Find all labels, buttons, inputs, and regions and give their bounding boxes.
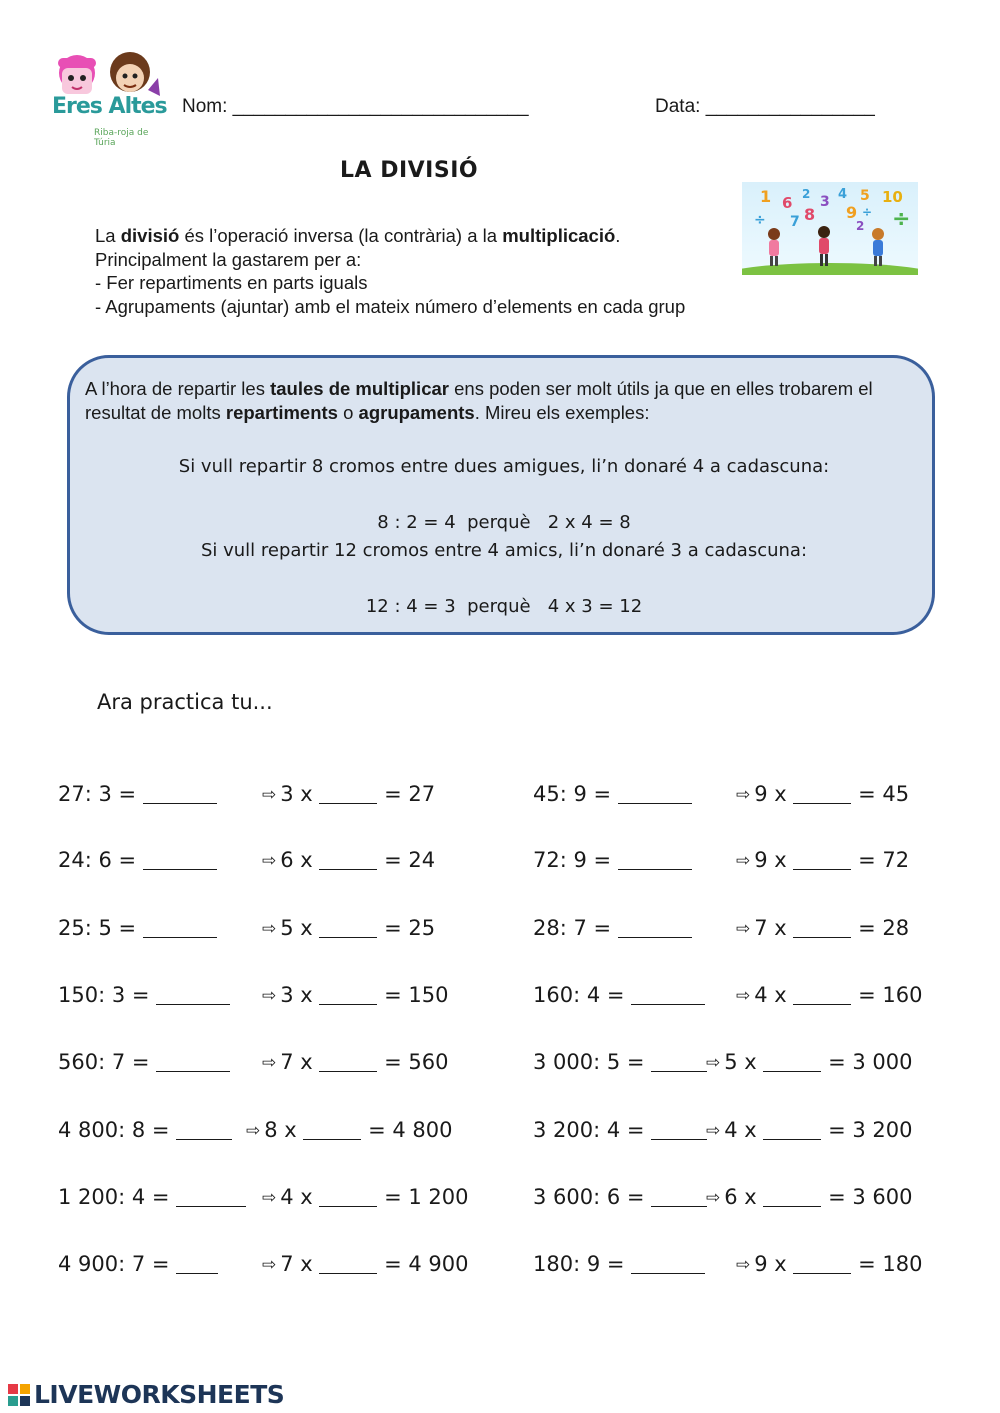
answer-blank[interactable]	[618, 917, 692, 938]
svg-text:÷: ÷	[754, 212, 766, 228]
exercise-row: 150: 3 =	[58, 982, 230, 1008]
exercise-row: 27: 3 =	[58, 781, 217, 807]
exercise-row: 25: 5 =	[58, 915, 217, 941]
svg-text:÷: ÷	[892, 207, 911, 232]
answer-blank[interactable]	[319, 917, 377, 938]
exercise-check: ⇨ 4 x = 160	[736, 983, 923, 1007]
svg-text:÷: ÷	[862, 205, 873, 219]
footer-brand-text: LIVEWORKSHEETS	[34, 1380, 285, 1409]
name-field[interactable]: Nom: ____________________________	[182, 96, 529, 117]
illustration-number: 8	[804, 205, 816, 224]
exercise-check: ⇨ 9 x = 45	[736, 782, 910, 806]
exercise-check: ⇨ 5 x = 3 000	[706, 1050, 913, 1074]
exercise-check: ⇨ 7 x = 28	[736, 916, 910, 940]
answer-blank[interactable]	[319, 984, 377, 1005]
page-title: LA DIVISIÓ	[340, 158, 479, 183]
arrow-icon: ⇨	[262, 1255, 277, 1275]
arrow-icon: ⇨	[736, 785, 751, 805]
exercise-row: 3 200: 4 =	[533, 1117, 707, 1143]
example-2-equation: 12 : 4 = 3 perquè 4 x 3 = 12	[365, 596, 643, 617]
arrow-icon: ⇨	[706, 1053, 721, 1073]
answer-blank[interactable]	[793, 783, 851, 804]
exercise-check: ⇨ 3 x = 27	[262, 782, 436, 806]
exercise-row: 160: 4 =	[533, 982, 705, 1008]
arrow-icon: ⇨	[706, 1188, 721, 1208]
exercise-check: ⇨ 7 x = 4 900	[262, 1252, 469, 1276]
arrow-icon: ⇨	[262, 1053, 277, 1073]
exercise-check: ⇨ 9 x = 180	[736, 1252, 923, 1276]
intro-line-1: La divisió és l’operació inversa (la contrària) a la multiplicació.	[95, 225, 621, 246]
exercise-row: 560: 7 =	[58, 1049, 230, 1075]
date-field[interactable]: Data: ________________	[655, 96, 875, 117]
exercise-check: ⇨ 3 x = 150	[262, 983, 449, 1007]
answer-blank[interactable]	[156, 984, 230, 1005]
arrow-icon: ⇨	[246, 1121, 261, 1141]
answer-blank[interactable]	[763, 1186, 821, 1207]
arrow-icon: ⇨	[736, 919, 751, 939]
exercise-check: ⇨ 4 x = 3 200	[706, 1118, 913, 1142]
exercise-row: 4 900: 7 =	[58, 1251, 218, 1277]
answer-blank[interactable]	[618, 849, 692, 870]
arrow-icon: ⇨	[262, 986, 277, 1006]
answer-blank[interactable]	[176, 1186, 246, 1207]
answer-blank[interactable]	[319, 1253, 377, 1274]
practice-heading: Ara practica tu...	[97, 690, 273, 714]
answer-blank[interactable]	[793, 917, 851, 938]
example-1-text: Si vull repartir 8 cromos entre dues amigues, li’n donaré 4 a cadascuna:	[178, 456, 830, 477]
exercise-row: 45: 9 =	[533, 781, 692, 807]
arrow-icon: ⇨	[736, 851, 751, 871]
answer-blank[interactable]	[176, 1253, 218, 1274]
intro-line-3: - Fer repartiments en parts iguals	[95, 272, 368, 293]
exercise-row: 3 600: 6 =	[533, 1184, 707, 1210]
answer-blank[interactable]	[793, 849, 851, 870]
answer-blank[interactable]	[618, 783, 692, 804]
liveworksheets-icon	[8, 1384, 30, 1406]
exercise-row: 3 000: 5 =	[533, 1049, 707, 1075]
examples-box	[67, 355, 935, 635]
answer-blank[interactable]	[176, 1119, 232, 1140]
illustration-number: 9	[846, 203, 858, 222]
exercise-row: 24: 6 =	[58, 847, 217, 873]
illustration-number: 4	[838, 187, 848, 202]
answer-blank[interactable]	[143, 917, 217, 938]
illustration-number: 5	[860, 188, 870, 204]
exercise-row: 28: 7 =	[533, 915, 692, 941]
arrow-icon: ⇨	[736, 1255, 751, 1275]
logo-subtext: Riba-roja de Túria	[94, 128, 149, 148]
illustration-number: 10	[882, 188, 903, 206]
answer-blank[interactable]	[793, 984, 851, 1005]
illustration-number: 6	[782, 194, 793, 212]
exercise-row: 1 200: 4 =	[58, 1184, 246, 1210]
exercise-check: ⇨ 6 x = 24	[262, 848, 436, 872]
exercise-row: 72: 9 =	[533, 847, 692, 873]
arrow-icon: ⇨	[736, 986, 751, 1006]
answer-blank[interactable]	[651, 1119, 707, 1140]
illustration-number: 1	[760, 187, 772, 206]
school-logo	[52, 48, 172, 148]
arrow-icon: ⇨	[262, 1188, 277, 1208]
answer-blank[interactable]	[763, 1119, 821, 1140]
exercise-check: ⇨ 5 x = 25	[262, 916, 436, 940]
arrow-icon: ⇨	[262, 851, 277, 871]
examples-intro: A l’hora de repartir les taules de multiplicar ens poden ser molt útils ja que en elles trobarem el resultat de molts repartiments o agrupaments. Mireu els exemples:	[85, 378, 873, 423]
answer-blank[interactable]	[651, 1186, 707, 1207]
arrow-icon: ⇨	[262, 785, 277, 805]
illustration-number: 2	[802, 187, 811, 201]
arrow-icon: ⇨	[262, 919, 277, 939]
answer-blank[interactable]	[319, 783, 377, 804]
illustration-number: 7	[790, 214, 800, 230]
answer-blank[interactable]	[319, 1186, 377, 1207]
example-2-text: Si vull repartir 12 cromos entre 4 amics, li’n donaré 3 a cadascuna:	[200, 540, 808, 561]
logo-text: Eres Altes	[52, 94, 167, 119]
exercise-check: ⇨ 7 x = 560	[262, 1050, 449, 1074]
illustration-number: 2	[856, 219, 865, 233]
exercise-check: ⇨ 4 x = 1 200	[262, 1185, 469, 1209]
exercise-row: 4 800: 8 =	[58, 1117, 232, 1143]
answer-blank[interactable]	[156, 1051, 230, 1072]
answer-blank[interactable]	[319, 1051, 377, 1072]
answer-blank[interactable]	[319, 849, 377, 870]
answer-blank[interactable]	[631, 984, 705, 1005]
answer-blank[interactable]	[143, 849, 217, 870]
intro-text	[95, 224, 685, 318]
kids-numbers-illustration	[742, 182, 918, 275]
intro-line-2: Principalment la gastarem per a:	[95, 248, 362, 270]
answer-blank[interactable]	[793, 1253, 851, 1274]
intro-line-4: - Agrupaments (ajuntar) amb el mateix número d’elements en cada grup	[95, 295, 686, 317]
illustration-number: 3	[820, 194, 830, 210]
exercise-check: ⇨ 6 x = 3 600	[706, 1185, 913, 1209]
answer-blank[interactable]	[651, 1051, 707, 1072]
exercise-row: 180: 9 =	[533, 1251, 705, 1277]
answer-blank[interactable]	[763, 1051, 821, 1072]
exercise-check: ⇨ 8 x = 4 800	[246, 1118, 453, 1142]
example-1-equation: 8 : 2 = 4 perquè 2 x 4 = 8	[377, 512, 631, 533]
arrow-icon: ⇨	[706, 1121, 721, 1141]
answer-blank[interactable]	[303, 1119, 361, 1140]
exercise-check: ⇨ 9 x = 72	[736, 848, 910, 872]
answer-blank[interactable]	[631, 1253, 705, 1274]
answer-blank[interactable]	[143, 783, 217, 804]
